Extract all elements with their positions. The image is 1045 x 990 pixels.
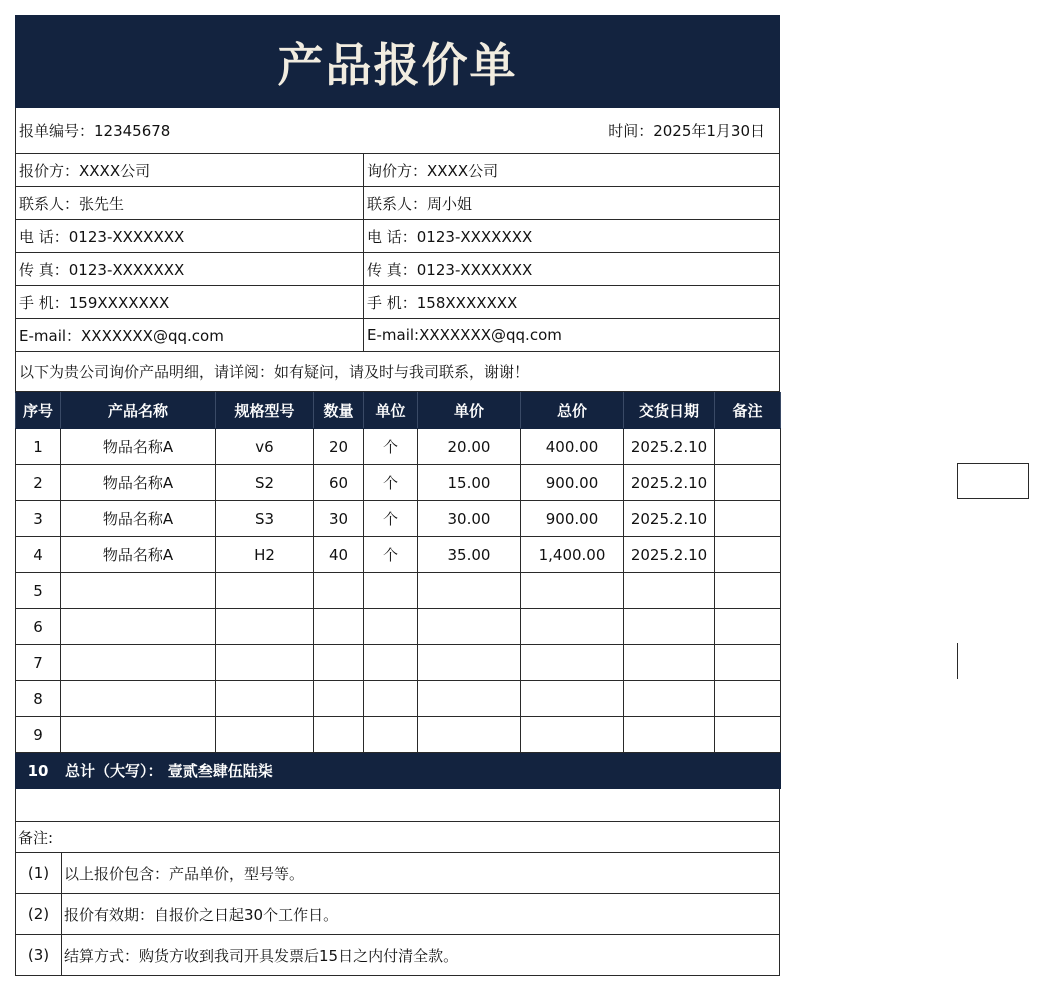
table-cell	[216, 609, 314, 645]
table-row	[16, 429, 781, 465]
table-row	[16, 645, 781, 681]
table-cell	[715, 429, 781, 465]
party-row	[15, 220, 780, 253]
quoter-field: E-mail：XXXXXXX@qq.com	[16, 319, 364, 351]
empty-cell-outline	[957, 463, 1029, 499]
table-cell	[715, 501, 781, 537]
cell-border-line	[957, 643, 958, 679]
table-cell: 6	[16, 609, 61, 645]
notes-list	[15, 853, 780, 976]
total-row	[16, 753, 781, 789]
table-cell	[61, 645, 216, 681]
table-row	[16, 681, 781, 717]
table-cell: 60	[314, 465, 364, 501]
table-cell	[364, 573, 418, 609]
inquirer-field: 电 话：0123-XXXXXXX	[367, 227, 533, 246]
note-item	[15, 894, 780, 935]
table-cell	[521, 681, 624, 717]
quoter-field: 电 话：0123-XXXXXXX	[16, 220, 364, 252]
notes-label: 备注:	[15, 822, 780, 853]
party-row	[15, 154, 780, 187]
table-cell: 8	[16, 681, 61, 717]
table-cell	[364, 645, 418, 681]
quoter-field: 传 真：0123-XXXXXXX	[16, 253, 364, 285]
column-header: 总价	[521, 393, 624, 429]
table-cell	[418, 573, 521, 609]
table-cell	[314, 573, 364, 609]
blank-row	[15, 789, 780, 822]
column-header: 单位	[364, 393, 418, 429]
inquirer-field: 手 机：158XXXXXXX	[367, 293, 518, 312]
table-cell	[418, 681, 521, 717]
table-row	[16, 609, 781, 645]
parties-section	[15, 154, 780, 352]
table-cell: 40	[314, 537, 364, 573]
table-cell	[418, 717, 521, 753]
table-cell	[521, 645, 624, 681]
note-number: (2)	[16, 894, 62, 934]
table-cell	[418, 645, 521, 681]
note-text: 结算方式：购货方收到我司开具发票后15日之内付清全款。	[64, 946, 459, 965]
table-cell: 1	[16, 429, 61, 465]
table-cell	[61, 681, 216, 717]
table-cell: 35.00	[418, 537, 521, 573]
table-cell	[521, 717, 624, 753]
table-cell: S3	[216, 501, 314, 537]
table-cell	[715, 537, 781, 573]
table-cell: 个	[364, 501, 418, 537]
table-row	[16, 573, 781, 609]
table-cell: 2	[16, 465, 61, 501]
party-row	[15, 187, 780, 220]
table-cell: 2025.2.10	[624, 501, 715, 537]
table-cell: 15.00	[418, 465, 521, 501]
column-header: 规格型号	[216, 393, 314, 429]
table-cell: 个	[364, 537, 418, 573]
table-cell: 物品名称A	[61, 501, 216, 537]
table-row	[16, 717, 781, 753]
note-number: (3)	[16, 935, 62, 975]
table-cell: v6	[216, 429, 314, 465]
table-cell: 个	[364, 465, 418, 501]
table-cell	[418, 609, 521, 645]
table-cell: 900.00	[521, 465, 624, 501]
table-cell	[624, 645, 715, 681]
inquirer-field: E-mail:XXXXXXX@qq.com	[367, 326, 562, 344]
table-row	[16, 465, 781, 501]
party-row	[15, 253, 780, 286]
table-cell: H2	[216, 537, 314, 573]
table-cell: 2025.2.10	[624, 429, 715, 465]
table-cell: 5	[16, 573, 61, 609]
column-header: 产品名称	[61, 393, 216, 429]
note-item	[15, 935, 780, 976]
table-cell	[624, 717, 715, 753]
table-cell: 20.00	[418, 429, 521, 465]
note-text: 以上报价包含：产品单价，型号等。	[64, 864, 305, 883]
table-cell: 900.00	[521, 501, 624, 537]
table-cell	[216, 717, 314, 753]
table-cell	[314, 681, 364, 717]
table-row	[16, 501, 781, 537]
column-header: 备注	[715, 393, 781, 429]
table-cell	[521, 609, 624, 645]
table-cell	[314, 645, 364, 681]
table-row	[16, 537, 781, 573]
table-cell: 9	[16, 717, 61, 753]
note-item	[15, 853, 780, 894]
table-cell: 物品名称A	[61, 429, 216, 465]
quoter-field: 报价方：XXXX公司	[16, 154, 364, 186]
table-cell: 4	[16, 537, 61, 573]
total-index: 10	[16, 753, 61, 789]
table-cell	[715, 573, 781, 609]
column-header: 数量	[314, 393, 364, 429]
column-header: 交货日期	[624, 393, 715, 429]
column-header: 单价	[418, 393, 521, 429]
table-cell	[364, 681, 418, 717]
quote-number: 报单编号：12345678	[19, 122, 171, 140]
quoter-field: 手 机：159XXXXXXX	[16, 286, 364, 318]
table-cell	[624, 573, 715, 609]
quote-sheet	[15, 15, 780, 976]
inquirer-field: 询价方：XXXX公司	[367, 161, 499, 180]
table-cell: 20	[314, 429, 364, 465]
table-cell	[314, 717, 364, 753]
table-cell	[715, 609, 781, 645]
table-cell: 物品名称A	[61, 537, 216, 573]
note-text: 报价有效期：自报价之日起30个工作日。	[64, 905, 339, 924]
party-row	[15, 319, 780, 352]
table-cell	[314, 609, 364, 645]
table-cell	[364, 609, 418, 645]
table-cell: 400.00	[521, 429, 624, 465]
table-cell: 1,400.00	[521, 537, 624, 573]
table-cell: 30	[314, 501, 364, 537]
table-header-row	[16, 393, 781, 429]
quoter-field: 联系人：张先生	[16, 187, 364, 219]
intro-text: 以下为贵公司询价产品明细，请详阅：如有疑问，请及时与我司联系，谢谢！	[15, 352, 780, 392]
table-cell	[216, 681, 314, 717]
table-cell	[624, 609, 715, 645]
inquirer-field: 联系人：周小姐	[367, 194, 473, 213]
total-amount-in-words: 总计（大写）： 壹贰叁肆伍陆柒	[61, 753, 781, 789]
table-cell	[521, 573, 624, 609]
table-cell	[624, 681, 715, 717]
table-cell: 7	[16, 645, 61, 681]
table-cell	[715, 465, 781, 501]
party-row	[15, 286, 780, 319]
table-cell: 物品名称A	[61, 465, 216, 501]
table-cell	[61, 609, 216, 645]
table-cell: 3	[16, 501, 61, 537]
table-cell	[715, 717, 781, 753]
quote-date: 时间：2025年1月30日	[608, 122, 765, 140]
table-cell: 30.00	[418, 501, 521, 537]
column-header: 序号	[16, 393, 61, 429]
table-cell	[61, 717, 216, 753]
table-cell: S2	[216, 465, 314, 501]
table-cell	[216, 573, 314, 609]
table-cell: 个	[364, 429, 418, 465]
table-body	[16, 429, 781, 789]
inquirer-field: 传 真：0123-XXXXXXX	[367, 260, 533, 279]
document-title: 产品报价单	[15, 15, 780, 108]
table-cell: 2025.2.10	[624, 465, 715, 501]
items-table	[15, 392, 781, 789]
table-cell	[715, 645, 781, 681]
table-cell	[61, 573, 216, 609]
table-cell	[216, 645, 314, 681]
table-cell: 2025.2.10	[624, 537, 715, 573]
meta-row	[15, 108, 780, 154]
table-cell	[715, 681, 781, 717]
note-number: (1)	[16, 853, 62, 893]
table-cell	[364, 717, 418, 753]
